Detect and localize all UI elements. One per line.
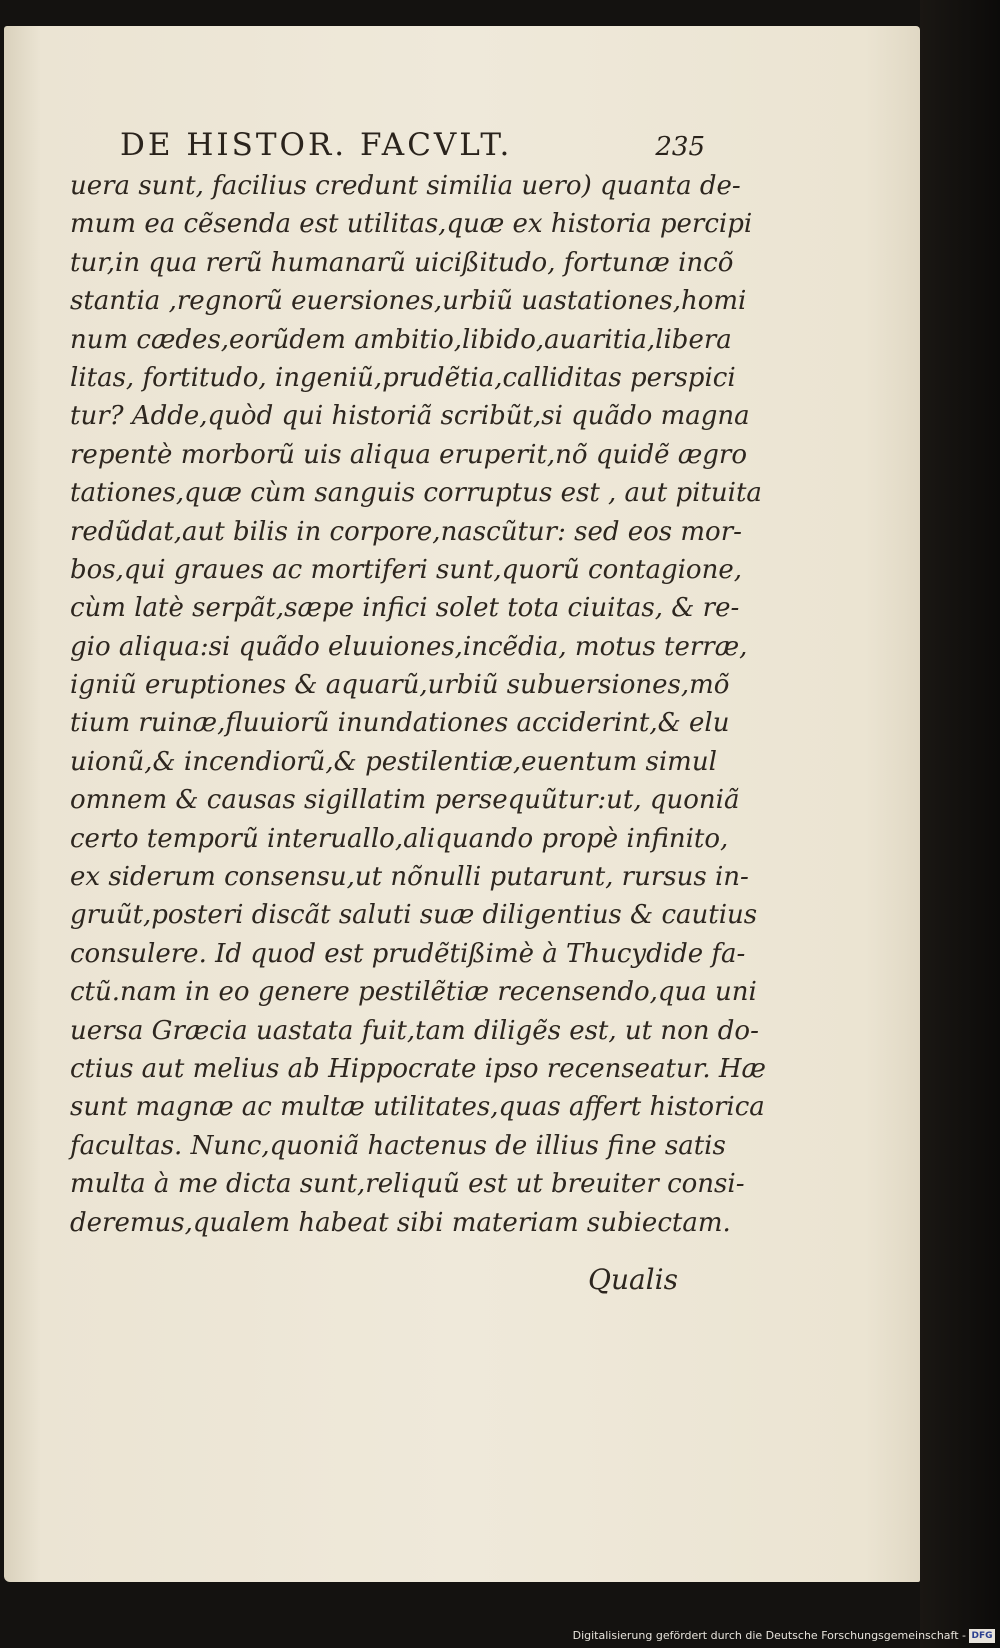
catchword: Qualis: [588, 1263, 678, 1296]
text-line: litas, fortitudo, ingeniũ,prudẽtia,calliditas perspici: [70, 362, 736, 393]
page-number: 235: [655, 132, 705, 162]
text-line: tur? Adde,quòd qui historiã scribũt,si quãdo magna: [70, 401, 750, 432]
text-line: num cædes,eorũdem ambitio,libido,auaritia,libera: [70, 324, 732, 355]
text-line: consulere. Id quod est prudẽtißimè à Thucydide fa-: [70, 938, 746, 969]
body-text: [70, 167, 766, 1242]
text-line: tur,in qua rerũ humanarũ uicißitudo, fortunæ incõ: [70, 247, 734, 278]
text-line: omnem & causas sigillatim persequũtur:ut, quoniã: [70, 785, 740, 816]
text-line: bos,qui graues ac mortiferi sunt,quorũ contagione,: [70, 554, 742, 585]
text-line: certo temporũ interuallo,aliquando propè infinito,: [70, 823, 729, 854]
text-line: tationes,quæ cùm sanguis corruptus est , aut pituita: [70, 478, 762, 509]
text-line: gruũt,posteri discãt saluti suæ diligentius & cautius: [70, 900, 758, 931]
digitization-footer: [0, 1626, 1000, 1648]
text-line: mum ea cẽsenda est utilitas,quæ ex historia percipi: [70, 209, 753, 240]
text-line: facultas. Nunc,quoniã hactenus de illius fine satis: [70, 1130, 726, 1161]
running-title: DE HISTOR. FACVLT.: [120, 127, 513, 163]
text-line: stantia ,regnorũ euersiones,urbiũ uastationes,homi: [70, 286, 747, 317]
text-line: sunt magnæ ac multæ utilitates,quas affert historica: [70, 1092, 765, 1123]
text-line: uionũ,& incendiorũ,& pestilentiæ,euentum simul: [70, 746, 717, 777]
running-header: [120, 127, 705, 167]
book-edge-shadow: [920, 0, 1000, 1648]
text-line: gio aliqua:si quãdo eluuiones,incẽdia, motus terræ,: [70, 631, 748, 662]
text-line: ctius aut melius ab Hippocrate ipso recenseatur. Hæ: [70, 1053, 766, 1084]
text-line: uersa Græcia uastata fuit,tam diligẽs est, ut non do-: [70, 1015, 759, 1046]
text-line: cùm latè serpãt,sæpe infici solet tota ciuitas, & re-: [70, 593, 740, 624]
text-line: ex siderum consensu,ut nõnulli putarunt, rursus in-: [70, 862, 749, 893]
text-line: multa à me dicta sunt,reliquũ est ut breuiter consi-: [70, 1169, 745, 1200]
funding-credit: Digitalisierung gefördert durch die Deutsche Forschungsgemeinschaft -: [572, 1629, 966, 1642]
text-line: ctũ.nam in eo genere pestilẽtiæ recensendo,qua uni: [70, 977, 757, 1008]
text-line: uera sunt, facilius credunt similia uero) quanta de-: [70, 171, 741, 201]
text-line: tium ruinæ,fluuiorũ inundationes acciderint,& elu: [70, 708, 730, 739]
text-line: deremus,qualem habeat sibi materiam subiectam.: [70, 1207, 731, 1238]
text-line: repentè morborũ uis aliqua eruperit,nõ quidẽ ægro: [70, 439, 747, 470]
dfg-logo: DFG: [969, 1629, 995, 1643]
text-line: igniũ eruptiones & aquarũ,urbiũ subuersiones,mõ: [70, 670, 730, 701]
text-line: redũdat,aut bilis in corpore,nascũtur: sed eos mor-: [70, 516, 742, 547]
